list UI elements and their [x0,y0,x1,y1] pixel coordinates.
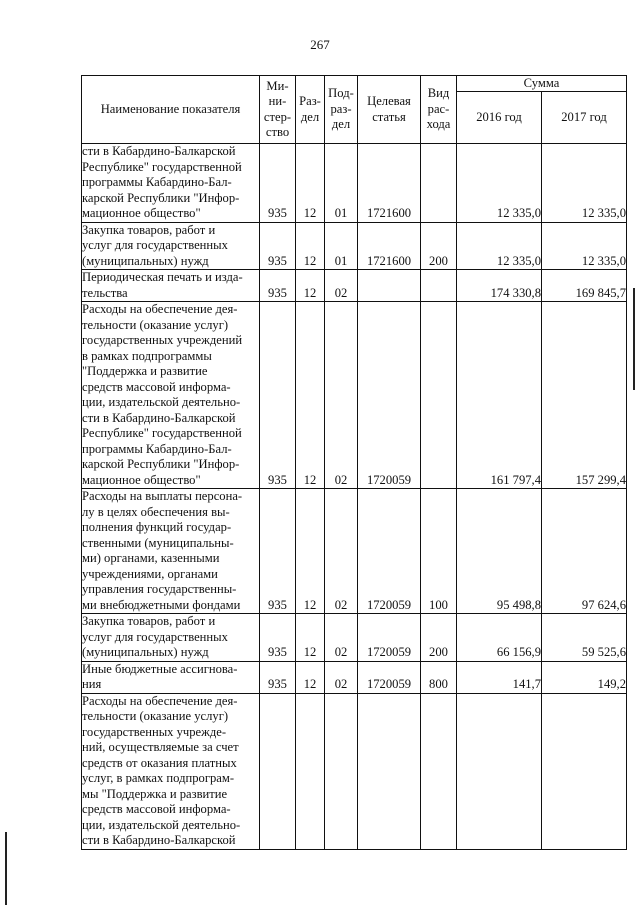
table-row [82,222,627,270]
row-target: 1720059 [358,661,421,693]
header-sum: Сумма [457,76,627,92]
row-sum-2016 [457,693,542,849]
table-row [82,614,627,662]
row-subsection [325,693,358,849]
row-ministry: 935 [260,614,296,662]
row-section: 12 [296,144,325,223]
row-expense-type [421,693,457,849]
row-target [358,270,421,302]
row-subsection: 02 [325,302,358,489]
row-target: 1720059 [358,302,421,489]
row-ministry [260,693,296,849]
row-ministry: 935 [260,661,296,693]
budget-table [81,75,627,850]
row-subsection: 02 [325,489,358,614]
row-name: Расходы на обеспечение дея- тельности (оказание услуг) государственных учреждений в рамках подпрограммы "Поддержка и развитие средств массовой информа- ции, издательской деятельно- сти в Кабардино-Балкарской Республике" государственной программы Кабардино-Бал- карской Республики "Инфор- мационное общество" [82,302,260,489]
header-ministry: Ми- ни- стер- ство [260,76,296,144]
row-ministry: 935 [260,489,296,614]
row-expense-type [421,302,457,489]
row-sum-2017: 12 335,0 [542,222,627,270]
row-sum-2016: 12 335,0 [457,144,542,223]
row-section: 12 [296,302,325,489]
row-subsection: 02 [325,614,358,662]
row-name: Расходы на выплаты персона- лу в целях обеспечения вы- полнения функций государ- ственными (муниципальны- ми) органами, казенными учреждениями, органами управления государственны- ми внебюджетными фондами [82,489,260,614]
row-section: 12 [296,614,325,662]
row-name: Иные бюджетные ассигнова- ния [82,661,260,693]
table-row [82,302,627,489]
margin-rule [633,288,635,390]
row-sum-2016: 66 156,9 [457,614,542,662]
row-sum-2017 [542,693,627,849]
row-section [296,693,325,849]
row-name: Закупка товаров, работ и услуг для государственных (муниципальных) нужд [82,614,260,662]
table-row [82,693,627,849]
row-sum-2016: 174 330,8 [457,270,542,302]
row-target: 1720059 [358,614,421,662]
header-section: Раз- дел [296,76,325,144]
page-number: 267 [310,37,330,52]
row-target: 1721600 [358,222,421,270]
row-section: 12 [296,222,325,270]
row-sum-2016: 161 797,4 [457,302,542,489]
row-name: Расходы на обеспечение дея- тельности (оказание услуг) государственных учрежде- ний, осуществляемые за счет средств от оказания платных услуг, в рамках подпрограм- мы "Поддержка и развитие средств массовой информа- ции, издательской деятельно- сти в Кабардино-Балкарской [82,693,260,849]
header-expense-type: Вид рас- хода [421,76,457,144]
row-target: 1721600 [358,144,421,223]
row-name: Периодическая печать и изда- тельства [82,270,260,302]
row-subsection: 01 [325,144,358,223]
row-target: 1720059 [358,489,421,614]
row-expense-type: 100 [421,489,457,614]
header-name: Наименование показателя [82,76,260,144]
row-expense-type: 800 [421,661,457,693]
table-row [82,270,627,302]
row-subsection: 02 [325,661,358,693]
row-ministry: 935 [260,144,296,223]
row-name: Закупка товаров, работ и услуг для государственных (муниципальных) нужд [82,222,260,270]
row-sum-2017: 12 335,0 [542,144,627,223]
row-ministry: 935 [260,270,296,302]
table-row [82,661,627,693]
row-sum-2017: 59 525,6 [542,614,627,662]
table-row [82,144,627,223]
row-sum-2017: 157 299,4 [542,302,627,489]
row-sum-2016: 12 335,0 [457,222,542,270]
header-target: Целевая статья [358,76,421,144]
header-year-2016: 2016 год [457,92,542,144]
row-expense-type: 200 [421,614,457,662]
row-expense-type [421,270,457,302]
row-subsection: 02 [325,270,358,302]
row-subsection: 01 [325,222,358,270]
row-target [358,693,421,849]
row-sum-2016: 95 498,8 [457,489,542,614]
row-ministry: 935 [260,222,296,270]
table-row [82,489,627,614]
row-sum-2017: 169 845,7 [542,270,627,302]
row-section: 12 [296,270,325,302]
row-sum-2017: 97 624,6 [542,489,627,614]
row-section: 12 [296,489,325,614]
row-expense-type: 200 [421,222,457,270]
header-subsection: Под- раз- дел [325,76,358,144]
row-sum-2016: 141,7 [457,661,542,693]
row-expense-type [421,144,457,223]
margin-rule [5,832,7,905]
row-sum-2017: 149,2 [542,661,627,693]
header-year-2017: 2017 год [542,92,627,144]
row-name: сти в Кабардино-Балкарской Республике" государственной программы Кабардино-Бал- карской Республики "Инфор- мационное общество" [82,144,260,223]
row-section: 12 [296,661,325,693]
row-ministry: 935 [260,302,296,489]
